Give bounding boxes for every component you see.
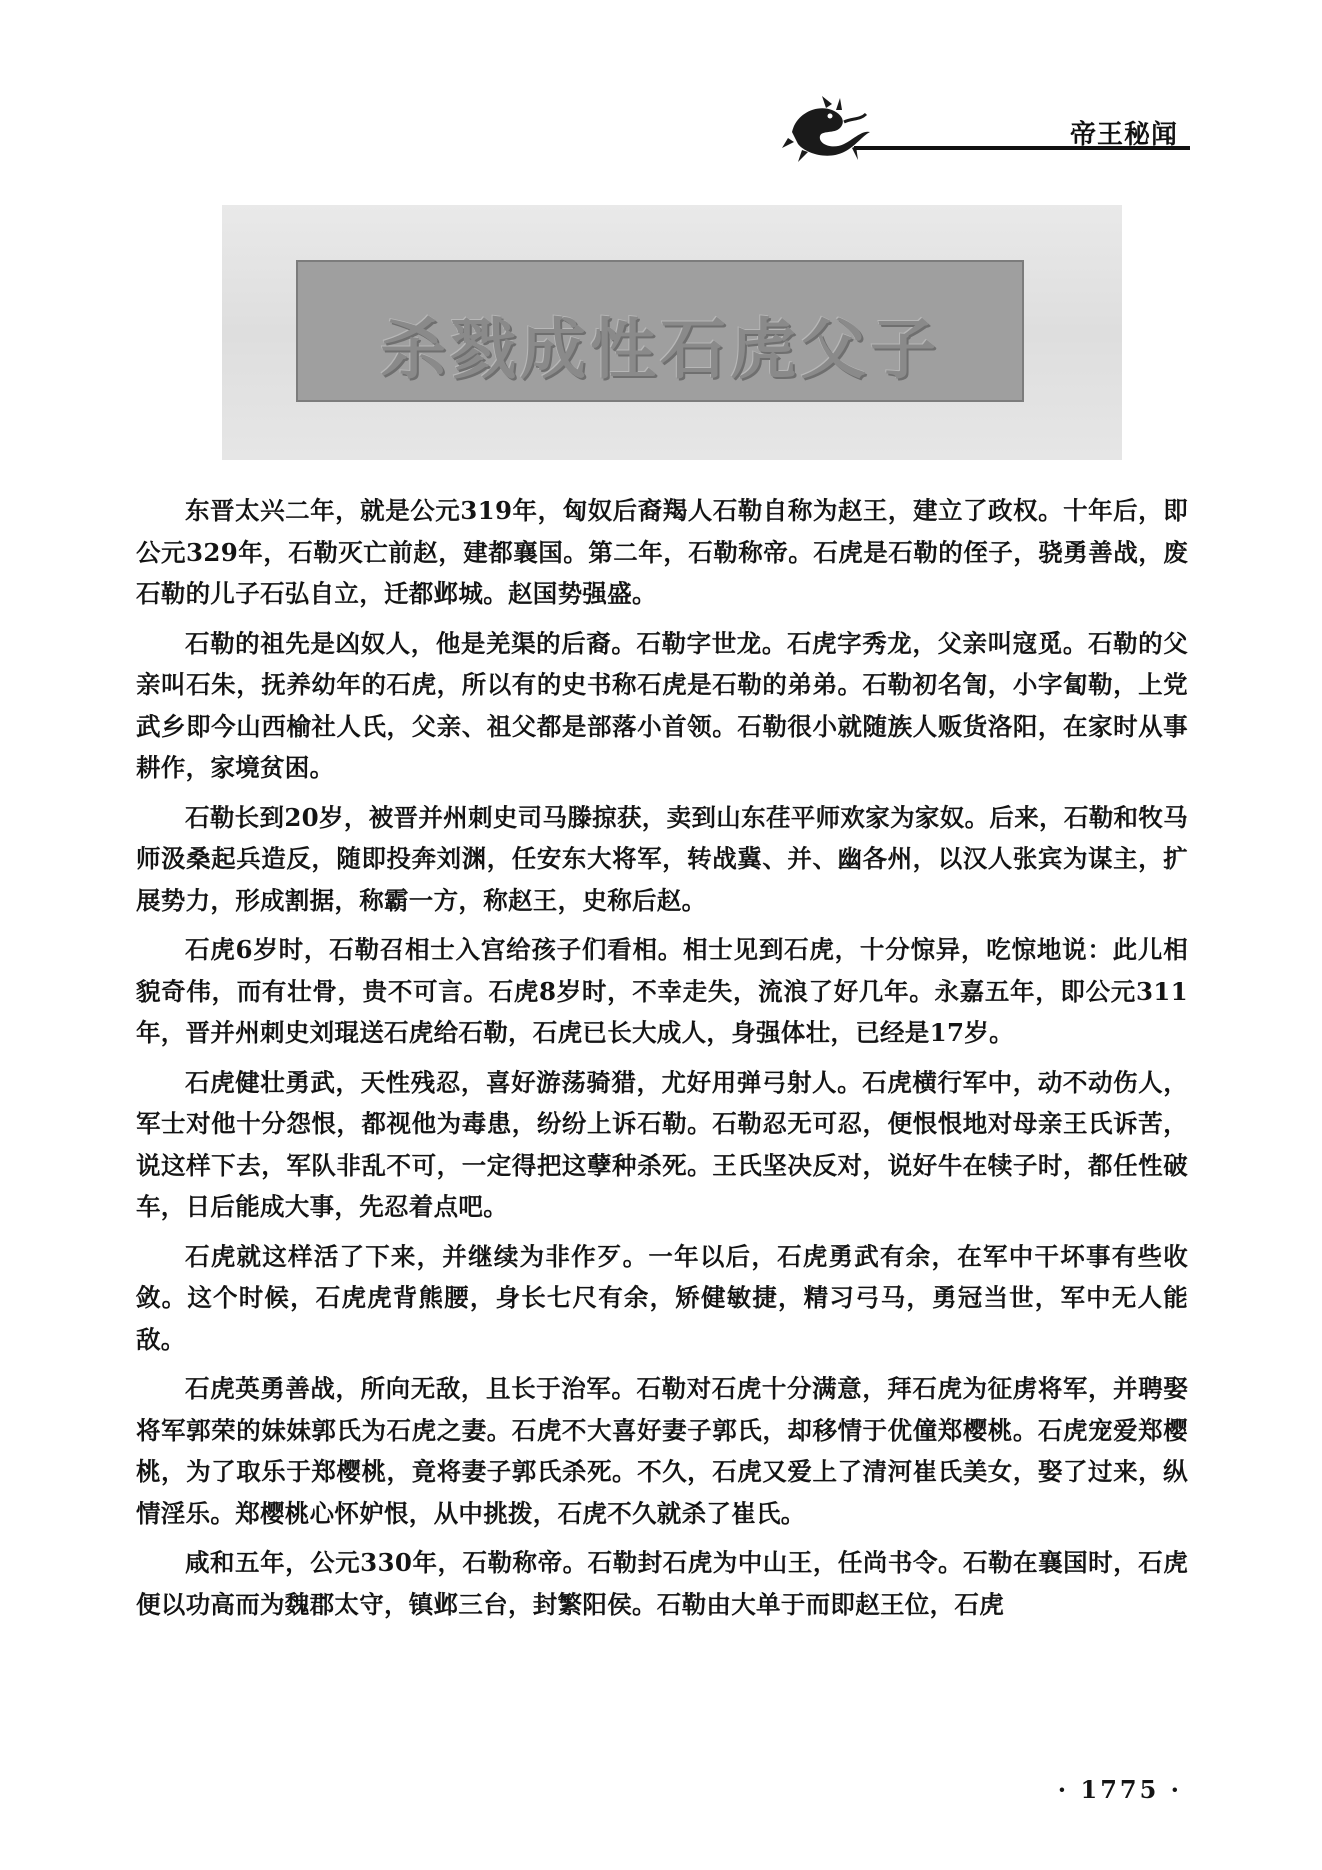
- dragon-icon: [782, 92, 878, 164]
- running-header: [770, 92, 1190, 164]
- paragraph: 石虎6岁时，石勒召相士入宫给孩子们看相。相士见到石虎，十分惊异，吃惊地说：此儿相貌奇伟，而有壮骨，贵不可言。石虎8岁时，不幸走失，流浪了好几年。永嘉五年，即公元311年，晋并州刺史刘琨送石虎给石勒，石虎已长大成人，身强体壮，已经是17岁。: [136, 935, 1188, 1047]
- article-title: 杀戮成性石虎父子: [380, 310, 940, 388]
- paragraph: 石虎英勇善战，所向无敌，且长于治军。石勒对石虎十分满意，拜石虎为征虏将军，并聘娶将军郭荣的妹妹郭氏为石虎之妻。石虎不大喜好妻子郭氏，却移情于优僮郑樱桃。石虎宠爱郑樱桃，为了取乐于郑樱桃，竟将妻子郭氏杀死。不久，石虎又爱上了清河崔氏美女，娶了过来，纵情淫乐。郑樱桃心怀妒恨，从中挑拨，石虎不久就杀了崔氏。: [136, 1374, 1188, 1528]
- faded-background-texture: [222, 213, 1122, 248]
- page-number: · 1775 ·: [1057, 1775, 1182, 1804]
- title-banner: [296, 260, 1024, 402]
- paragraph: 石虎就这样活了下来，并继续为非作歹。一年以后，石虎勇武有余，在军中干坏事有些收敛。这个时候，石虎虎背熊腰，身长七尺有余，矫健敏捷，精习弓马，勇冠当世，军中无人能敌。: [136, 1241, 1188, 1354]
- paragraph: 东晋太兴二年，就是公元319年，匈奴后裔羯人石勒自称为赵王，建立了政权。十年后，即公元329年，石勒灭亡前赵，建都襄国。第二年，石勒称帝。石虎是石勒的侄子，骁勇善战，废石勒的儿子石弘自立，迁都邺城。赵国势强盛。: [136, 496, 1188, 608]
- paragraph: 石虎健壮勇武，天性残忍，喜好游荡骑猎，尤好用弹弓射人。石虎横行军中，动不动伤人，军士对他十分怨恨，都视他为毒患，纷纷上诉石勒。石勒忍无可忍，便恨恨地对母亲王氏诉苦，说这样下去，军队非乱不可，一定得把这孽种杀死。王氏坚决反对，说好牛在犊子时，都任性破车，日后能成大事，先忍着点吧。: [136, 1067, 1188, 1221]
- paragraph: 石勒长到20岁，被晋并州刺史司马滕掠获，卖到山东荏平师欢家为家奴。后来，石勒和牧马师汲桑起兵造反，随即投奔刘渊，任安东大将军，转战冀、并、幽各州，以汉人张宾为谋主，扩展势力，形成割据，称霸一方，称赵王，史称后赵。: [136, 802, 1188, 915]
- paragraph: 石勒的祖先是凶奴人，他是羌渠的后裔。石勒字世龙。石虎字秀龙，父亲叫寇觅。石勒的父亲叫石朱，抚养幼年的石虎，所以有的史书称石虎是石勒的弟弟。石勒初名訇，小字匐勒，上党武乡即今山西榆社人氏，父亲、祖父都是部落小首领。石勒很小就随族人贩货洛阳，在家时从事耕作，家境贫困。: [136, 628, 1188, 782]
- paragraph: 咸和五年，公元330年，石勒称帝。石勒封石虎为中山王，任尚书令。石勒在襄国时，石虎便以功高而为魏郡太守，镇邺三台，封繁阳侯。石勒由大单于而即赵王位，石虎: [136, 1548, 1188, 1619]
- running-header-title: 帝王秘闻: [1069, 120, 1178, 150]
- article-body: [136, 490, 1188, 1633]
